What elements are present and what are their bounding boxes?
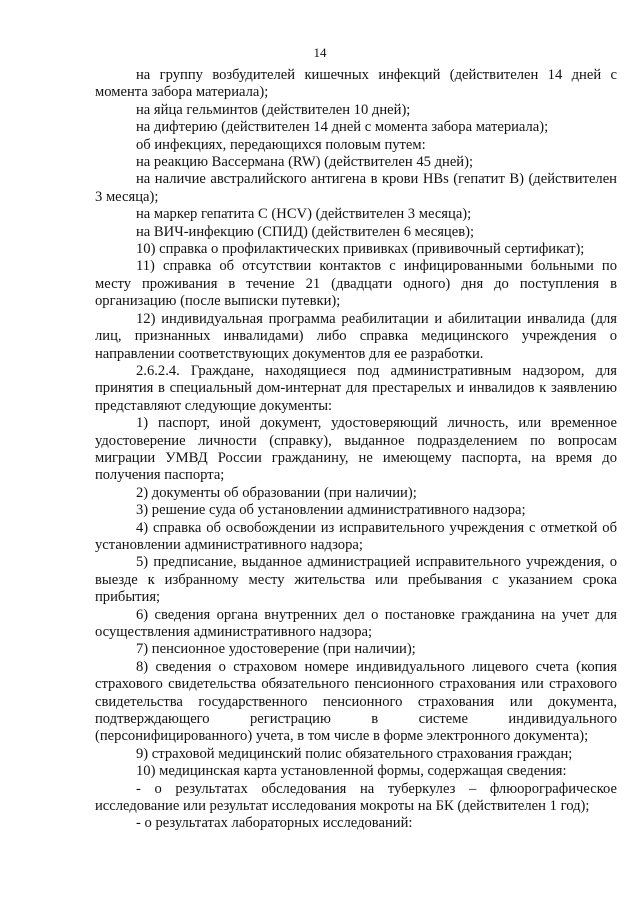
paragraph: об инфекциях, передающихся половым путем:: [136, 136, 426, 153]
paragraph: 3) решение суда об установлении административного надзора;: [136, 502, 526, 519]
paragraph: 11) справка об отсутствии контактов с инфицированными больными по месту проживания в течение 21 (двадцати одного) дня до поступления в организацию (после выписки путевки);: [95, 258, 617, 310]
paragraph: 12) индивидуальная программа реабилитации и абилитации инвалида (для лиц, признанных инвалидами) либо справка медицинского учреждения о направлении соответствующих документов для ее разработки.: [95, 310, 617, 362]
paragraph: на дифтерию (действителен 14 дней с момента забора материала);: [136, 119, 549, 136]
paragraph: 9) страховой медицинский полис обязательного страхования граждан;: [136, 745, 573, 762]
paragraph: 4) справка об освобождении из исправительного учреждения с отметкой об установлении административного надзора;: [95, 519, 617, 553]
paragraph: 10) медицинская карта установленной формы, содержащая сведения:: [136, 763, 567, 780]
page-number: 14: [313, 45, 327, 60]
paragraph: 1) паспорт, иной документ, удостоверяющий личность, или временное удостоверение личности (справку), выданное подразделением по вопросам миграции УМВД России гражданину, не имеющему паспорта, на время до получения паспорта;: [95, 415, 617, 484]
paragraph: 2) документы об образовании (при наличии);: [136, 484, 417, 501]
paragraph: 10) справка о профилактических прививках (прививочный сертификат);: [136, 241, 585, 258]
paragraph: - о результатах лабораторных исследований:: [136, 815, 413, 832]
paragraph: - о результатах обследования на туберкулез – флюорографическое исследование или результат исследования мокроты на БК (действителен 1 год);: [95, 780, 617, 815]
paragraph: на наличие австралийского антигена в крови HBs (гепатит В) (действителен 3 месяца);: [95, 171, 617, 205]
paragraph: на реакцию Вассермана (RW) (действителен 45 дней);: [136, 154, 474, 171]
paragraph: 8) сведения о страховом номере индивидуального лицевого счета (копия страхового свидетельства обязательного пенсионного страхования или страхового свидетельства государственного пенсионного страхования или документа, подтверждающего регистрацию в системе индивидуального (персонифицированного) учета, в том числе в форме электронного документа);: [95, 658, 617, 745]
paragraph: на ВИЧ-инфекцию (СПИД) (действителен 6 месяцев);: [136, 223, 475, 240]
document-body: [95, 67, 617, 833]
paragraph: 2.6.2.4. Граждане, находящиеся под административным надзором, для принятия в специальный дом-интернат для престарелых и инвалидов к заявлению представляют следующие документы:: [95, 362, 617, 414]
paragraph: на маркер гепатита С (HCV) (действителен 3 месяца);: [136, 206, 472, 223]
paragraph: 6) сведения органа внутренних дел о постановке гражданина на учет для осуществления административного надзора;: [95, 606, 617, 640]
paragraph: 7) пенсионное удостоверение (при наличии);: [136, 641, 416, 658]
paragraph: 5) предписание, выданное администрацией исправительного учреждения, о выезде к избранному месту жительства или пребывания с указанием срока прибытия;: [95, 554, 617, 606]
paragraph: на группу возбудителей кишечных инфекций (действителен 14 дней с момента забора материала);: [95, 67, 617, 101]
paragraph: на яйца гельминтов (действителен 10 дней);: [136, 101, 411, 118]
